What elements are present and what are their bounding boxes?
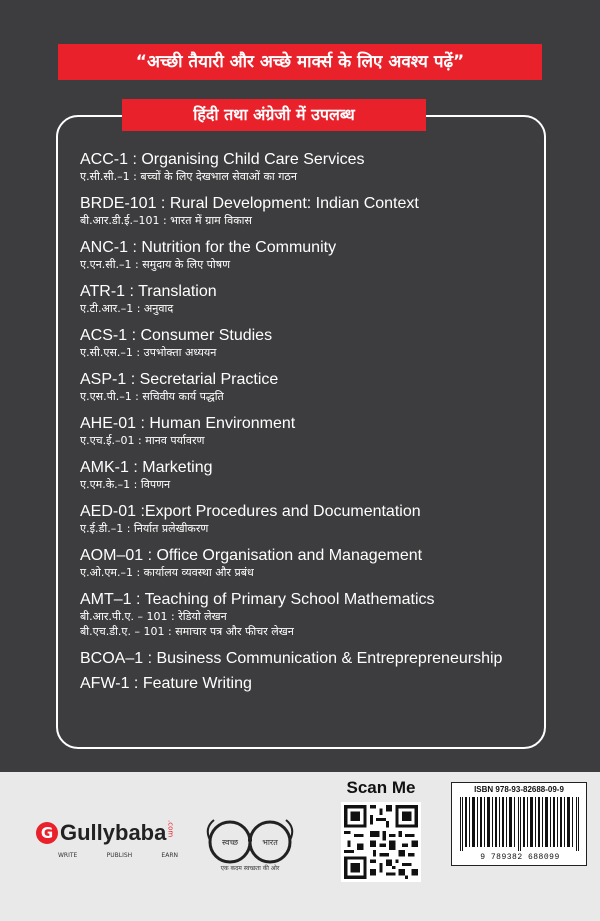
course-item-acs1: [80, 326, 540, 360]
slogan-banner: “अच्छी तैयारी और अच्छे मार्क्स के लिए अवश्य पढ़ें”: [58, 44, 542, 80]
course-title-en: BRDE-101 : Rural Development: Indian Context: [80, 195, 419, 212]
course-item-atr1: [80, 282, 540, 316]
course-title-en: AFW-1 : Feature Writing: [80, 675, 252, 692]
tagline-word: PUBLISH: [106, 852, 133, 859]
course-title-hi: ए.सी.सी.–1 : बच्चों के लिए देखभाल सेवाओं का गठन: [80, 170, 297, 183]
course-item-asp1: [80, 370, 540, 404]
course-title-hi: ए.एम.के.–1 : विपणन: [80, 478, 171, 491]
brand-tagline: [58, 852, 178, 859]
brand-suffix: .com: [166, 820, 175, 838]
tagline-word: WRITE: [58, 852, 78, 859]
course-item-ahe01: [80, 414, 540, 448]
isbn-barcode: [451, 782, 587, 866]
course-title-en: ASP-1 : Secretarial Practice: [80, 371, 279, 388]
course-title-hi: ए.एन.सी.–1 : समुदाय के लिए पोषण: [80, 258, 231, 271]
course-title-en: AMT–1 : Teaching of Primary School Mathematics: [80, 591, 435, 608]
course-title-hi: ए.ई.डी.–1 : निर्यात प्रलेखीकरण: [80, 522, 209, 535]
course-item-anc1: [80, 238, 540, 272]
course-item-amt1: [80, 590, 540, 639]
tagline-word: EARN: [161, 852, 178, 859]
swachh-right-text: भारत: [262, 838, 278, 847]
course-title-en: ACC-1 : Organising Child Care Services: [80, 151, 365, 168]
gullybaba-g-icon: G: [36, 822, 58, 844]
course-title-en: BCOA–1 : Business Communication & Entreprepreneurship: [80, 650, 503, 667]
availability-banner: हिंदी तथा अंग्रेजी में उपलब्ध: [122, 99, 426, 131]
footer: [0, 772, 600, 921]
course-title-hi: ए.टी.आर.–1 : अनुवाद: [80, 302, 174, 315]
qr-code-icon[interactable]: [341, 802, 421, 882]
course-item-brde101: [80, 194, 540, 228]
scan-me-label: Scan Me: [346, 778, 416, 797]
course-title-hi: ए.एस.पी.–1 : सचिवीय कार्य पद्धति: [80, 390, 224, 403]
course-list: [80, 150, 540, 693]
course-title-en: ACS-1 : Consumer Studies: [80, 327, 273, 344]
swachh-caption: एक कदम स्वच्छता की ओर: [220, 865, 280, 872]
course-title-en: AHE-01 : Human Environment: [80, 415, 296, 432]
barcode-icon: [458, 797, 582, 851]
course-title-hi: ए.सी.एस.–1 : उपभोक्ता अध्ययन: [80, 346, 217, 359]
course-title-en: AMK-1 : Marketing: [80, 459, 213, 476]
brand-name: Gullybaba: [60, 820, 167, 845]
course-title-hi: ए.ओ.एम.–1 : कार्यालय व्यवस्था और प्रबंध: [80, 566, 254, 579]
course-title-en: ANC-1 : Nutrition for the Community: [80, 239, 337, 256]
course-item-aed01: [80, 502, 540, 536]
course-title-en: AED-01 :Export Procedures and Documentation: [80, 503, 421, 520]
course-title-hi: ए.एच.ई.–01 : मानव पर्यावरण: [80, 434, 205, 447]
course-title-hi: बी.आर.डी.ई.–101 : भारत में ग्राम विकास: [80, 214, 252, 227]
course-title-en: ATR-1 : Translation: [80, 283, 217, 300]
swachh-left-text: स्वच्छ: [221, 838, 239, 847]
course-item-afw1: [80, 674, 540, 693]
course-item-aom01: [80, 546, 540, 580]
course-item-bcoa1: [80, 649, 540, 668]
course-item-acc1: [80, 150, 540, 184]
gullybaba-logo: [36, 820, 174, 846]
course-title-hi: बी.आर.पी.ए. – 101 : रेडियो लेखन: [80, 610, 227, 623]
course-item-amk1: [80, 458, 540, 492]
isbn-label: ISBN 978-93-82688-09-9: [474, 785, 564, 794]
course-title-hi-2: बी.एच.डी.ए. – 101 : समाचार पत्र और फीचर लेखन: [80, 625, 294, 638]
barcode-number: 9 789382 688099: [480, 853, 560, 862]
course-title-en: AOM–01 : Office Organisation and Management: [80, 547, 423, 564]
